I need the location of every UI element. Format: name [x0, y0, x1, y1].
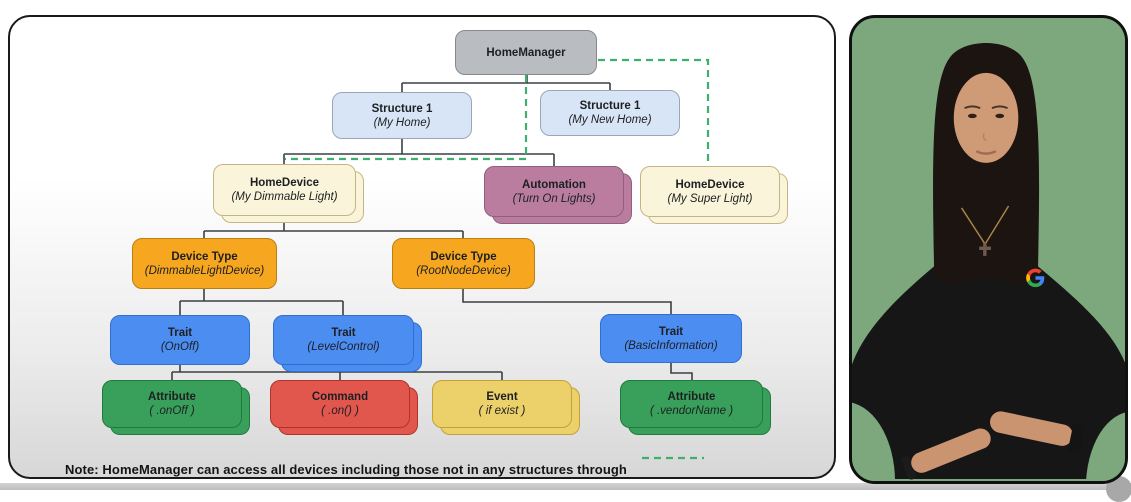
node-automation	[484, 166, 624, 217]
node-subtitle: ( .on() )	[321, 405, 359, 417]
presenter-face	[954, 73, 1019, 163]
node-title: Trait	[658, 325, 684, 338]
node-title: HomeDevice	[675, 178, 745, 191]
node-title: HomeDevice	[249, 177, 320, 189]
node-title: HomeManager	[486, 46, 566, 59]
node-title: Device Type	[171, 250, 238, 263]
node-subtitle: (DimmableLightDevice)	[144, 264, 265, 277]
node-subtitle: (My Home)	[373, 116, 431, 129]
node-devicetype-rootnode	[392, 238, 535, 289]
node-homedevice-super-light	[640, 166, 780, 217]
node-subtitle: (BasicInformation)	[624, 339, 718, 352]
node-trait-onoff	[110, 315, 250, 365]
node-attribute-vendorname	[620, 380, 763, 428]
node-trait-basicinformation	[600, 314, 742, 363]
connector-structure-devices	[284, 139, 554, 166]
connector-homedevice-devicetypes	[204, 216, 463, 238]
connector-basicinfo-attribute	[671, 363, 692, 380]
node-subtitle: (My New Home)	[568, 114, 652, 126]
left-eye	[968, 114, 977, 118]
presenter-figure	[852, 18, 1125, 481]
node-devicetype-dimmablelight	[132, 238, 277, 289]
node-title: Device Type	[430, 250, 497, 263]
diagram-note: Note: HomeManager can access all devices including those not in any structures through	[65, 462, 627, 477]
connector-traits-members	[172, 365, 502, 380]
node-title: Event	[486, 391, 518, 403]
node-structure-my-new-home	[540, 90, 680, 136]
node-structure-my-home	[332, 92, 472, 139]
connector-rootnode-trait	[463, 289, 671, 314]
connector-devicetype-traits	[180, 289, 343, 315]
node-title: Automation	[522, 178, 586, 191]
node-title: Attribute	[148, 391, 196, 403]
node-title: Attribute	[667, 391, 716, 403]
right-eye	[995, 114, 1004, 118]
player-bottom-strip	[0, 483, 1131, 490]
node-subtitle: (My Dimmable Light)	[231, 191, 338, 203]
node-subtitle: ( if exist )	[478, 405, 526, 417]
node-command-on	[270, 380, 410, 428]
node-homedevice-dimmable-light	[213, 164, 356, 216]
node-title: Trait	[331, 327, 356, 339]
homemanager-diagram-panel	[8, 15, 836, 479]
node-subtitle: ( .vendorName )	[649, 405, 734, 417]
node-title: Trait	[167, 327, 193, 339]
node-subtitle: (RootNodeDevice)	[416, 264, 511, 277]
node-event-ifexist	[432, 380, 572, 428]
node-attribute-onoff	[102, 380, 242, 428]
node-title: Command	[311, 391, 369, 403]
node-subtitle: (OnOff)	[160, 341, 200, 353]
node-title: Structure 1	[371, 102, 433, 115]
node-subtitle: ( .onOff )	[149, 405, 195, 417]
node-subtitle: (Turn On Lights)	[512, 192, 596, 205]
node-homemanager	[455, 30, 597, 75]
node-subtitle: (LevelControl)	[307, 341, 380, 353]
node-trait-levelcontrol	[273, 315, 414, 365]
presenter-video-frame	[849, 15, 1128, 484]
node-title: Structure 1	[579, 100, 641, 112]
node-subtitle: (My Super Light)	[667, 192, 753, 205]
